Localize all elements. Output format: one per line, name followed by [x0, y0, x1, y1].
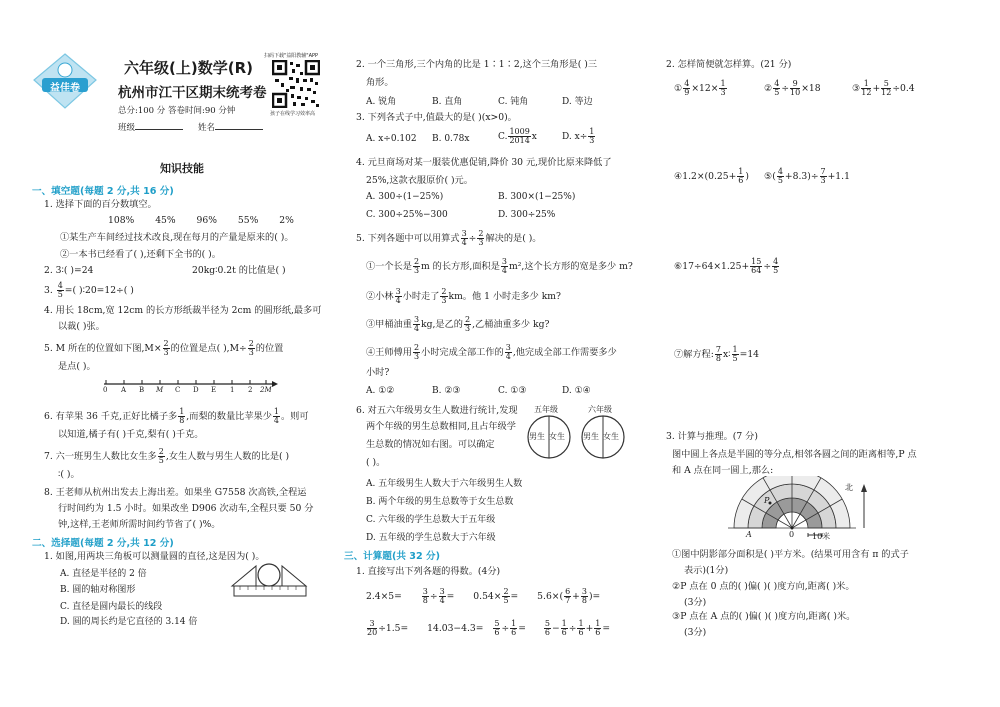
c5-text: m 的长方形,面积是 [421, 261, 500, 272]
number-line [100, 376, 280, 400]
s3b: 图中圆上各点是半圆的等分点,相邻各圆之间的距离相等,P 点 [672, 449, 917, 460]
s3a: 3. 计算与推理。(7 分) [666, 431, 758, 442]
fraction: $\frac{5}{6}$ [544, 619, 550, 637]
q2b: 20kg∶0.2t 的比值是( ) [192, 265, 286, 276]
q6 [44, 408, 309, 425]
c5-text: m²,这个长方形的宽是多少 m? [509, 261, 633, 272]
fraction: $\frac{1}{6}$ [595, 619, 601, 637]
fraction: $\frac{3}{20}$ [367, 619, 378, 637]
q1b: ②一本书已经看了( ),还剩下全书的( )。 [60, 249, 221, 260]
c3: 3. 下列各式子中,值最大的是( )(x>0)。 [356, 112, 517, 123]
c5-item-1 [366, 258, 633, 275]
item-num: ③ [852, 83, 861, 94]
calc-item: 2.4×5= [366, 591, 402, 602]
fraction: $\frac{3}{4}$ [439, 587, 445, 605]
simplify-5: ⑤( $\frac{4}{5}$ +8.3)÷ $\frac{7}{3}$ +1.1 [764, 167, 850, 185]
fraction: $\frac{3}{8}$ [422, 587, 428, 605]
logo-text: 益佳卷 [50, 83, 80, 94]
q6d: 以知道,橘子有( )千克,梨有( )千克。 [58, 429, 204, 440]
c5-text: ②小林 [366, 291, 394, 302]
a2b: (3分) [684, 597, 707, 608]
page-title: 六年级(上)数学(R) [124, 59, 253, 77]
section-calc: 三、计算题(共 32 分) [344, 551, 440, 562]
item-num: ① [674, 83, 683, 94]
q7c: ∶( )。 [58, 469, 80, 480]
fraction: $\frac{15}{64}$ [751, 257, 762, 275]
c6-option-c: C. 六年级的学生总数大于五年级 [366, 515, 496, 525]
c5-option-a: A. ①② [366, 386, 395, 396]
q1a: ①某生产车间经过技术改良,现在每月的产量是原来的( )。 [60, 232, 294, 243]
numline-label: C [175, 386, 181, 394]
item-text: ⑦解方程: [674, 349, 714, 360]
pie-label: 女生 [603, 432, 619, 441]
c3-option-a: A. x÷0.102 [366, 134, 417, 144]
point-p-label: P [764, 496, 770, 505]
numline-label: E [211, 386, 217, 394]
fraction: $\frac{4}{5}$ [774, 79, 780, 97]
c1-option-c: C. 直径是圆内最长的线段 [60, 602, 163, 612]
numline-label: 2 [248, 386, 253, 394]
triangle-ruler-figure [228, 562, 310, 600]
s3c: 和 A 点在同一圆上,那么: [672, 465, 774, 476]
fraction: $\frac{4}{5}$ [773, 257, 779, 275]
fraction: $\frac{2}{3}$ [163, 339, 169, 357]
simplify-2: ② $\frac{4}{5}$ ÷ $\frac{9}{10}$ ×18 [764, 79, 821, 97]
qr-caption-bottom: 孩子在线学习效率高 [270, 111, 316, 117]
numline-label: M [156, 386, 164, 394]
c5-item-4 [366, 344, 617, 361]
origin-label: 0 [789, 530, 795, 539]
c5-text: kg,是乙的 [421, 319, 463, 330]
q4a: 4. 用长 18cm,宽 12cm 的长方形纸裁半径为 2cm 的圆形纸,最多可 [44, 305, 322, 316]
exam-subtitle: 杭州市江干区期末统考卷 [118, 85, 267, 101]
numline-label: 1 [230, 386, 235, 394]
fraction: $\frac{3}{4}$ [501, 257, 507, 275]
fraction: $\frac{3}{8}$ [581, 587, 587, 605]
c3-option-c-label: C. [498, 132, 508, 142]
q1: 1. 选择下面的百分数填空。 [44, 199, 157, 210]
q7-part: 7. 六一班男生人数比女生多 [44, 451, 157, 462]
a1a: ①图中阴影部分面积是( )平方米。(结果可用含有 π 的式子 [672, 549, 909, 560]
item-text: ⑥17÷64×1.25+ [674, 261, 750, 272]
q8c: 钟,这样,王老师所需时间约节省了( )%。 [58, 519, 221, 530]
c6-option-b: B. 两个年级的男生总数等于女生总数 [366, 497, 514, 507]
score-time: 总分:100 分 答卷时间:90 分钟 [118, 106, 236, 116]
fraction: $\frac{5}{12}$ [881, 79, 892, 97]
class-label-text: 班级 [118, 123, 136, 133]
q5-part: 的位置是点( ),M÷ [170, 343, 247, 354]
fraction: $\frac{4}{5}$ [57, 281, 63, 299]
c2-option-a: A. 锐角 [366, 97, 397, 107]
class-label [118, 121, 183, 133]
fraction: $\frac{6}{7}$ [565, 587, 571, 605]
fraction: $\frac{3}{4}$ [461, 229, 467, 247]
fraction: $\frac{1}{12}$ [861, 79, 872, 97]
c5-item-3 [366, 316, 549, 333]
q1-options [108, 214, 294, 227]
q3-rest: =( )∶20=12÷( ) [64, 285, 134, 296]
numline-label: 0 [103, 386, 108, 394]
calc-row-1: 2.4×5= $\frac{3}{8}$ ÷ $\frac{3}{4}$ = 0.54× $\frac{2}{5}$ = 5.6×( $\frac{6}{7}$ + $\frac{3}{8}$ )= [366, 587, 601, 605]
fraction: $\frac{2}{3}$ [413, 343, 420, 361]
c3-option-d [562, 128, 596, 145]
fraction: $\frac{2}{5}$ [158, 447, 164, 465]
c4-option-d: D. 300÷25% [498, 210, 556, 220]
c5-part: 5. 下列各题中可以用算式 [356, 233, 460, 244]
section-fill-blank: 一、填空题(每题 2 分,共 16 分) [32, 186, 174, 197]
c3-option-c: C. $\frac{1009}{2014}$ x [498, 127, 537, 145]
fraction: $\frac{2}{3}$ [413, 257, 420, 275]
c5-text: ,乙桶油重多少 kg? [472, 319, 550, 330]
fraction: $\frac{1}{4}$ [273, 407, 279, 425]
c6c: 生总数的情况如右图。可以确定 [366, 439, 495, 450]
simplify-1: ① $\frac{4}{9}$ ×12× $\frac{1}{3}$ [674, 79, 726, 97]
q1-option: 108% [108, 215, 135, 226]
fraction: $\frac{1}{6}$ [578, 619, 584, 637]
c6d: ( )。 [366, 457, 386, 468]
item-text: ④1.2×(0.25+ [674, 171, 737, 182]
calc-item: 14.03−4.3= [427, 623, 484, 634]
c6a: 6. 对五六年级男女生人数进行统计,发现 [356, 405, 518, 416]
c6-option-d: D. 五年级的学生总数大于六年级 [366, 533, 496, 543]
q6-part: 6. 有苹果 36 千克,正好比橘子多 [44, 411, 178, 422]
pie-title-grade6: 六年级 [588, 405, 612, 414]
c2-option-c: C. 钝角 [498, 97, 529, 107]
q8b: 行时间约为 1.5 小时。如果改坐 D906 次动车,全程只要 50 分 [58, 503, 314, 514]
fraction: $\frac{5}{6}$ [494, 619, 500, 637]
calc-row-2: $\frac{3}{20}$ ÷1.5= 14.03−4.3= $\frac{5}{6}$ ÷ $\frac{1}{6}$ = $\frac{5}{6}$ − $\frac{1}{6}$ ÷ $\frac{1}{6}$ + $\frac{1}{6}$ = [367, 619, 611, 637]
numline-label: B [139, 386, 145, 394]
q1-option: 96% [196, 215, 217, 226]
c5-option-b: B. ②③ [432, 386, 461, 396]
fraction: $\frac{7}{8}$ [715, 345, 721, 363]
c4-option-a: A. 300÷(1−25%) [366, 192, 444, 202]
c5-text: ①一个长是 [366, 261, 412, 272]
q1-option: 45% [155, 215, 176, 226]
fraction: $\frac{3}{4}$ [395, 287, 401, 305]
c5-text: km。他 1 小时走多少 km? [448, 291, 561, 302]
section-choice: 二、选择题(每题 2 分,共 12 分) [32, 538, 174, 549]
c6-option-a: A. 五年级男生人数大于六年级男生人数 [366, 479, 523, 489]
q1-option: 55% [237, 215, 259, 226]
fraction: $\frac{1}{6}$ [738, 167, 744, 185]
c5: 5. 下列各题中可以用算式 $\frac{3}{4}$ ÷ $\frac{2}{3}$ 解决的是( )。 [356, 229, 542, 247]
c4b: 25%,这款衣服原价( )元。 [366, 175, 473, 186]
c6b: 两个年级的男生总数相同,且占年级学 [366, 421, 516, 432]
fraction: $\frac{3}{4}$ [413, 315, 420, 333]
c5-text: ,他完成全部工作需要多少 [512, 347, 617, 358]
c3-option-b: B. 0.78x [432, 134, 470, 144]
c4-option-c: C. 300÷25%−300 [366, 210, 448, 220]
calc-item: 5.6×( [537, 591, 564, 602]
fraction: $\frac{1}{5}$ [732, 345, 738, 363]
item-num: ② [764, 83, 773, 94]
q6-part: 。则可 [281, 411, 309, 422]
simplify-3: ③ $\frac{1}{12}$ + $\frac{5}{12}$ ÷0.4 [852, 79, 915, 97]
c3-option-d-label: D. x÷ [562, 132, 588, 142]
q5-part: 5. M 所在的位置如下图,M× [44, 343, 162, 354]
c5-item-4-cont: 小时? [366, 367, 390, 378]
pie-title-grade5: 五年级 [534, 405, 558, 414]
q3-num: 3. [44, 285, 53, 296]
fraction: $\frac{7}{3}$ [820, 167, 826, 185]
s2: 2. 怎样简便就怎样算。(21 分) [666, 59, 792, 70]
item-text: ⑤( [764, 171, 776, 182]
fraction: $\frac{2}{3}$ [441, 287, 447, 305]
c5-text: 小时完成全部工作的 [421, 347, 504, 358]
fraction: $\frac{2}{3}$ [464, 315, 471, 333]
scale-label: 10米 [812, 532, 831, 541]
fraction: $\frac{4}{5}$ [777, 167, 783, 185]
c5-item-2 [366, 288, 561, 305]
q5-part: 的位置 [255, 343, 284, 354]
a2a: ②P 点在 0 点的( )偏( )( )度方向,距离( )米。 [672, 581, 855, 592]
c2-option-d: D. 等边 [562, 97, 593, 107]
q1-option: 2% [279, 215, 294, 226]
q5d: 是点( )。 [58, 361, 96, 372]
part-title: 知识技能 [160, 162, 204, 175]
fraction: $\frac{1}{3}$ [720, 79, 726, 97]
pie-label: 女生 [549, 432, 565, 441]
c5-option-d: D. ①④ [562, 386, 591, 396]
c5-option-c: C. ①③ [498, 386, 527, 396]
a3b: (3分) [684, 627, 707, 638]
numline-label: D [193, 386, 199, 394]
c1: 1. 如图,用两块三角板可以测量圆的直径,这是因为( )。 [44, 551, 265, 562]
simplify-7: ⑦解方程: $\frac{7}{8}$ x∶ $\frac{1}{5}$ =14 [674, 345, 760, 363]
numline-label: 2M [260, 386, 272, 394]
north-arrow [858, 484, 870, 528]
fraction: $\frac{4}{9}$ [684, 79, 690, 97]
fraction: $\frac{3}{4}$ [505, 343, 511, 361]
north-label: 北 [845, 483, 853, 492]
c2a: 2. 一个三角形,三个内角的比是 1∶1∶2,这个三角形是( )三 [356, 59, 598, 70]
c4-option-b: B. 300×(1−25%) [498, 192, 576, 202]
fraction: $\frac{1}{6}$ [561, 619, 567, 637]
publisher-logo [30, 52, 100, 110]
calc-item: 0.54× [473, 591, 502, 602]
fraction: $\frac{1}{6}$ [511, 619, 517, 637]
qr-code [272, 60, 320, 108]
c5-text: ④王师傅用 [366, 347, 412, 358]
fraction: $\frac{9}{10}$ [790, 79, 801, 97]
fraction: $\frac{1}{8}$ [179, 407, 185, 425]
c5-part: 解决的是( )。 [485, 233, 542, 244]
c5-text: 小时走了 [402, 291, 440, 302]
c4a: 4. 元旦商场对某一服装优惠促销,降价 30 元,现价比原来降低了 [356, 157, 612, 168]
c2-option-b: B. 直角 [432, 97, 463, 107]
numline-label: A [121, 386, 127, 394]
c2b: 角形。 [366, 77, 394, 88]
simplify-6: ⑥17÷64×1.25+ $\frac{15}{64}$ ÷ $\frac{4}{5}$ [674, 257, 779, 275]
c5-text: ③甲桶油重 [366, 319, 412, 330]
k1: 1. 直接写出下列各题的得数。(4分) [356, 566, 501, 577]
pie-label: 男生 [529, 432, 545, 441]
c1-option-a: A. 直径是半径的 2 倍 [60, 569, 147, 579]
fraction: $\frac{1009}{2014}$ [509, 127, 530, 145]
c1-option-d: D. 圆的周长约是它直径的 3.14 倍 [60, 617, 198, 627]
fraction: $\frac{2}{3}$ [248, 339, 254, 357]
simplify-4: ④1.2×(0.25+ $\frac{1}{6}$ ) [674, 167, 749, 185]
q4b: 以裁( )张。 [58, 321, 105, 332]
pie-label: 男生 [583, 432, 599, 441]
c1-option-b: B. 圆的轴对称图形 [60, 585, 136, 595]
q3 [44, 282, 134, 299]
name-field [198, 121, 263, 133]
qr-caption-top: 扫码下载"益阳教辅"APP [264, 53, 319, 59]
q5 [44, 340, 283, 357]
q7 [44, 448, 289, 465]
q6-part: ,而梨的数量比苹果少 [186, 411, 272, 422]
q2a: 2. 3∶( )=24 [44, 265, 94, 276]
q7-part: ,女生人数与男生人数的比是( ) [165, 451, 290, 462]
name-label-text: 姓名 [198, 123, 216, 133]
fraction: $\frac{2}{3}$ [478, 229, 484, 247]
a1b: 表示)(1分) [684, 565, 729, 576]
a3a: ③P 点在 A 点的( )偏( )( )度方向,距离( )米。 [672, 611, 856, 622]
fraction: $\frac{1}{3}$ [589, 127, 595, 145]
fraction: $\frac{2}{5}$ [503, 587, 509, 605]
q8a: 8. 王老师从杭州出发去上海出差。如果坐 G7558 次高铁,全程运 [44, 487, 307, 498]
point-a-label: A [746, 530, 752, 539]
